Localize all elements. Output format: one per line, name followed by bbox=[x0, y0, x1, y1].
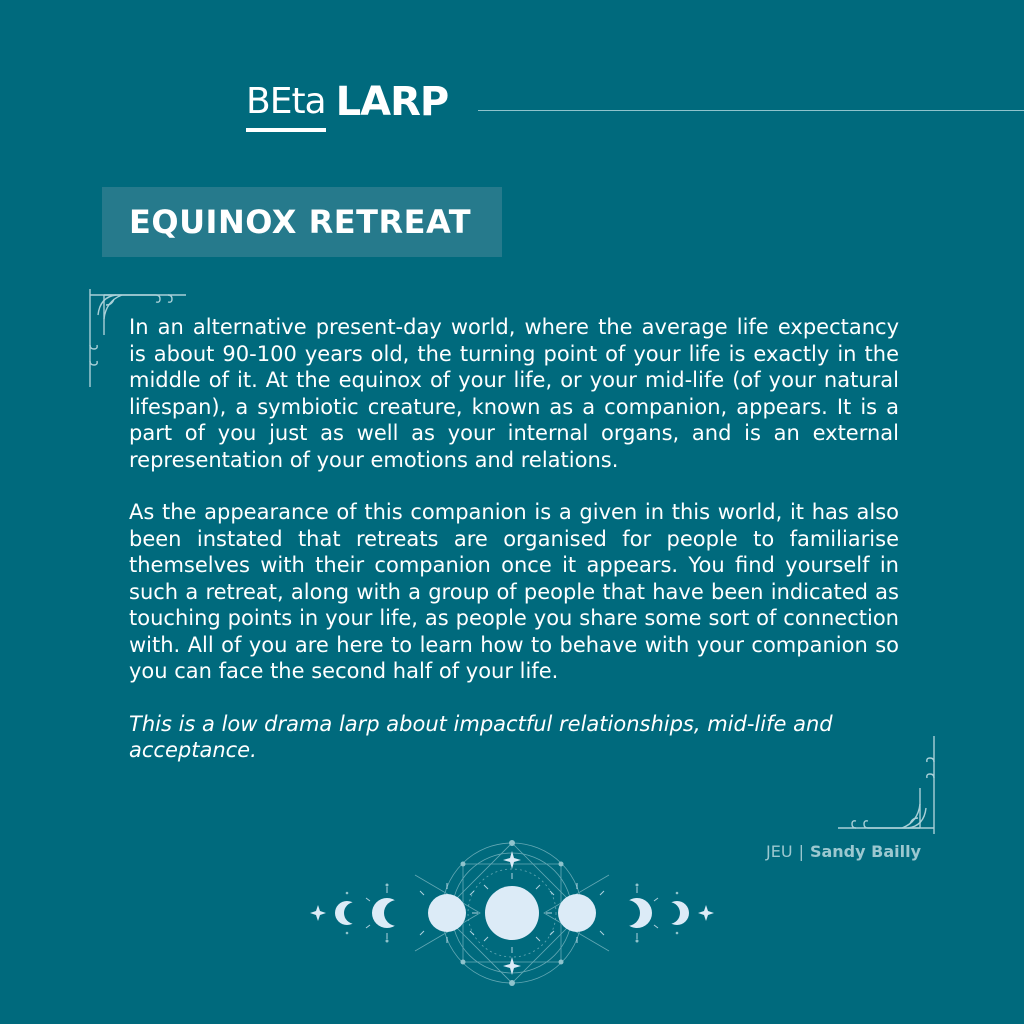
description bbox=[129, 314, 899, 790]
page-title: EQUINOX RETREAT bbox=[129, 203, 472, 241]
logo-beta: BEta bbox=[246, 78, 326, 132]
credit-separator: | bbox=[798, 842, 804, 861]
logo-larp: LARP bbox=[335, 79, 449, 125]
title-banner bbox=[102, 187, 502, 257]
credit-role: JEU bbox=[766, 842, 793, 861]
credit bbox=[766, 842, 921, 861]
moon-phases-ornament bbox=[300, 835, 724, 995]
paragraph-2: As the appearance of this companion is a given in this world, it has also been instated that retreats are organised for people to familiarise themselves with their companion once it appears. You find yourself in such a retreat, along with a group of people that have been indicated as touching points in your life, as people you share some sort of connection with. All of you are here to learn how to behave with your companion so you can face the second half of your life. bbox=[129, 500, 899, 683]
paragraph-1: In an alternative present-day world, where the average life expectancy is about 90-100 years old, the turning point of your life is exactly in the middle of it. At the equinox of your life, or your mid-life (of your natural lifespan), a symbiotic creature, known as a companion, appears. It is a part of you just as well as your internal organs, and is an external representation of your emotions and relations. bbox=[129, 315, 899, 472]
credit-name: Sandy Bailly bbox=[809, 842, 921, 861]
tagline: This is a low drama larp about impactful relationships, mid-life and acceptance. bbox=[129, 711, 833, 762]
header-divider bbox=[478, 110, 1024, 111]
logo bbox=[246, 78, 448, 138]
